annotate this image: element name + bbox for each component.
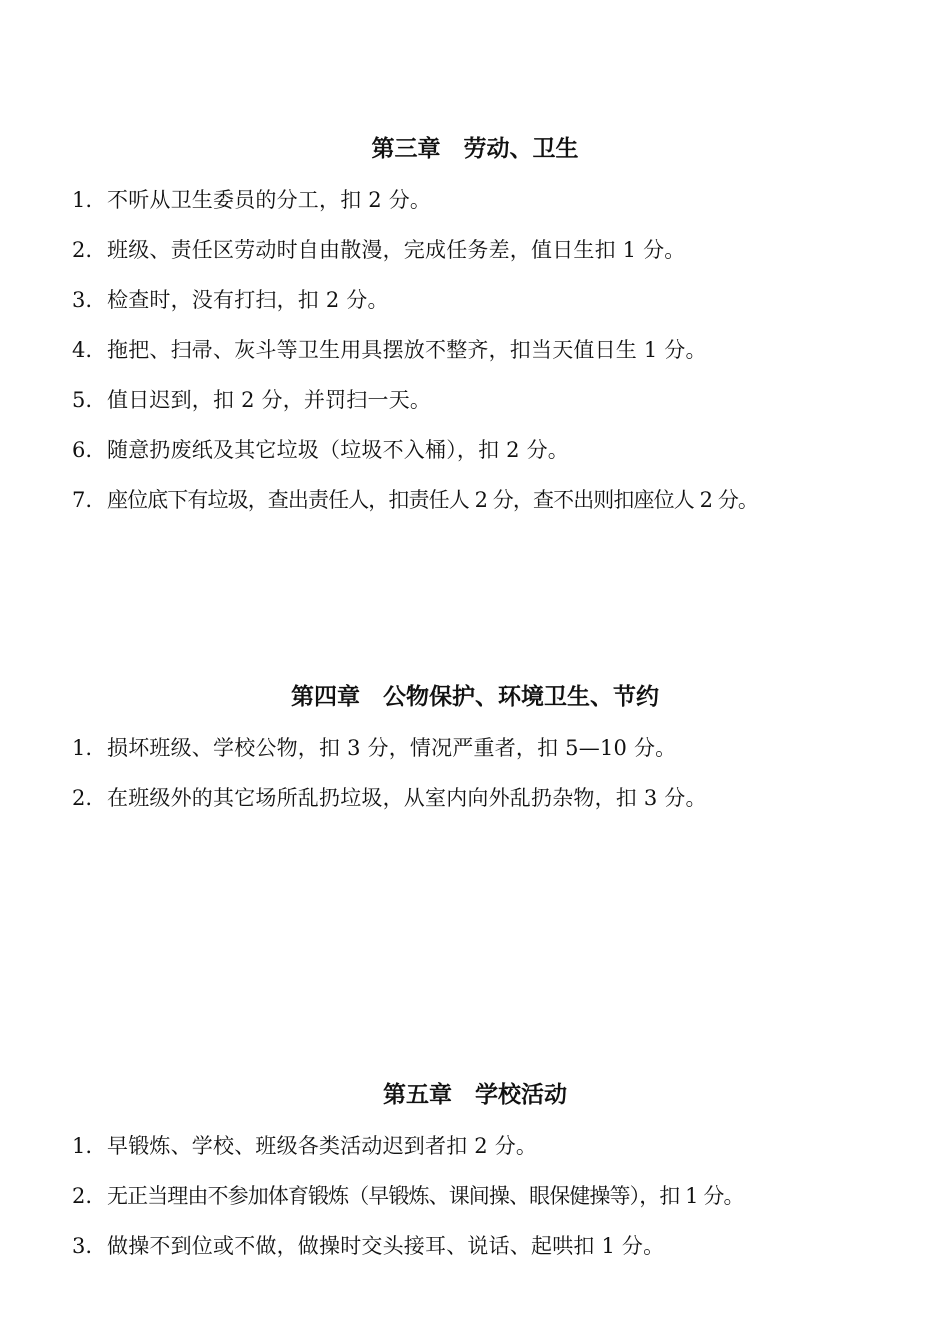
- rule-item: [0, 414, 950, 464]
- rule-number: 2.: [72, 786, 93, 810]
- rule-number: 7.: [72, 488, 93, 512]
- rule-number: 2.: [72, 1184, 93, 1208]
- rule-number: 1.: [72, 736, 93, 760]
- rule-text: 座位底下有垃圾，查出责任人，扣责任人 2 分，查不出则扣座位人 2 分。: [107, 488, 759, 512]
- chapter-title: 第三章 劳动、卫生: [371, 136, 579, 162]
- rule-number: 2.: [72, 238, 93, 262]
- chapter-title: 第五章 学校活动: [383, 1082, 567, 1108]
- rule-number: 5.: [72, 388, 93, 412]
- rule-text: 损坏班级、学校公物，扣 3 分，情况严重者，扣 5—10 分。: [107, 736, 677, 760]
- rule-item: [0, 1110, 950, 1160]
- rule-text: 不听从卫生委员的分工，扣 2 分。: [107, 188, 432, 212]
- rule-number: 3.: [72, 1234, 93, 1258]
- chapter-title: 第四章 公物保护、环境卫生、节约: [291, 684, 659, 710]
- rule-text: 在班级外的其它场所乱扔垃圾，从室内向外乱扔杂物，扣 3 分。: [107, 786, 707, 810]
- rule-text: 拖把、扫帚、灰斗等卫生用具摆放不整齐，扣当天值日生 1 分。: [107, 338, 707, 362]
- chapter-4: [0, 682, 950, 812]
- rule-text: 做操不到位或不做，做操时交头接耳、说话、起哄扣 1 分。: [107, 1234, 665, 1258]
- rule-number: 1.: [72, 1134, 93, 1158]
- rule-item: [0, 762, 950, 812]
- rule-text: 值日迟到，扣 2 分，并罚扫一天。: [107, 388, 432, 412]
- rule-item: [0, 314, 950, 364]
- rule-number: 4.: [72, 338, 93, 362]
- rule-item: [0, 264, 950, 314]
- rule-list: [0, 164, 950, 514]
- chapter-5: [0, 1080, 950, 1260]
- rule-item: [0, 364, 950, 414]
- rule-text: 随意扔废纸及其它垃圾（垃圾不入桶），扣 2 分。: [107, 438, 570, 462]
- rule-number: 3.: [72, 288, 93, 312]
- rule-item: [0, 1160, 950, 1210]
- chapter-3: [0, 134, 950, 514]
- rule-item: [0, 214, 950, 264]
- rule-text: 早锻炼、学校、班级各类活动迟到者扣 2 分。: [107, 1134, 538, 1158]
- rule-list: [0, 1110, 950, 1260]
- rule-item: [0, 1210, 950, 1260]
- rule-text: 班级、责任区劳动时自由散漫，完成任务差，值日生扣 1 分。: [107, 238, 686, 262]
- rule-item: [0, 164, 950, 214]
- rule-number: 6.: [72, 438, 93, 462]
- rule-list: [0, 712, 950, 812]
- rule-text: 无正当理由不参加体育锻炼（早锻炼、课间操、眼保健操等），扣 1 分。: [107, 1184, 744, 1208]
- rule-text: 检查时，没有打扫，扣 2 分。: [107, 288, 389, 312]
- rule-number: 1.: [72, 188, 93, 212]
- rule-item: [0, 464, 950, 514]
- rule-item: [0, 712, 950, 762]
